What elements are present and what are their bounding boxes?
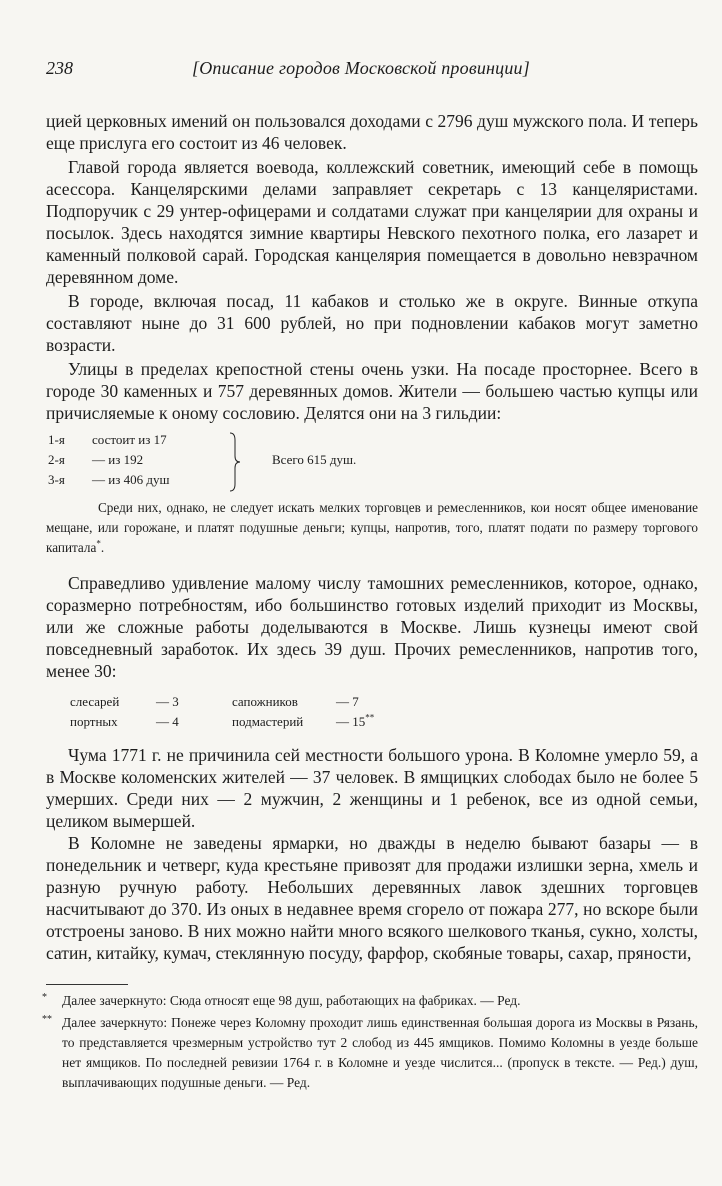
paragraph: Главой города является воевода, коллежский советник, имеющий себе в помощь асессора. Канцелярскими делами заправляет секретарь с 13 канцеляристами. Подпоручик с 29 унтер-офицерами и солдатами служат при канцелярии для охраны и посылок. Здесь находятся зимние квартиры Невского пехотного полка, его лазарет и каменный полковой сарай. Городская канцелярия помещается в довольно невзрачном деревянном доме. — [46, 157, 698, 287]
small-note: Среди них, однако, не следует искать мелких торговцев и ремесленников, кои носят общее именование мещане, или горожане, и платят подушные деньги; купцы, напротив, того, платят подати по размеру торгового капитала*. — [46, 500, 698, 555]
footnote-text: Далее зачеркнуто: Сюда относят еще 98 душ, работающих на фабриках. — Ред. — [62, 993, 521, 1008]
footnote-mark: * — [42, 992, 47, 1003]
page-header — [46, 58, 696, 88]
craft-count: — 7 — [336, 694, 359, 709]
craft-name: подмастерий — [232, 714, 304, 729]
craft-name: сапожников — [232, 694, 298, 709]
guild-count: — из 406 душ — [92, 472, 170, 487]
paragraph: цией церковных имений он пользовался доходами с 2796 душ мужского пола. И теперь еще прислуга его состоит из 46 человек. — [46, 111, 698, 153]
curly-brace-icon — [229, 432, 241, 492]
paragraph: Справедливо удивление малому числу тамошних ремесленников, которое, однако, соразмерно потребностям, ибо большинство готовых изделий приходит из Москвы, или же сложные работы доделываются в Москве. Лишь кузнецы имеют свой повседневный заработок. Их здесь 39 душ. Прочих ремесленников, напротив того, менее 30: — [46, 573, 698, 681]
craft-count: — 3 — [156, 694, 179, 709]
footnote-text: Далее зачеркнуто: Понеже через Коломну проходит лишь единственная большая дорога из Москвы в Рязань, то представляется чрезмерным устройство тут 2 слобод из 445 ямщиков. Помимо Коломны в уезде больше нет ямщиков. По последней ревизии 1764 г. в Коломне и уезде числится... (пропуск в тексте. — Ред.) душ, выплачивающих подушные деньги. — Ред. — [62, 1015, 698, 1090]
footnote-divider — [46, 984, 128, 985]
footnote-ref: ** — [365, 712, 375, 723]
craft-name: слесарей — [70, 694, 120, 709]
guild-list — [46, 430, 698, 496]
footnote-ref: * — [96, 538, 101, 549]
paragraph: В Коломне не заведены ярмарки, но дважды в неделю бывают базары — в понедельник и четверг, куда крестьяне привозят для продажи излишки зерна, хмель и разную ручную работу. Небольших деревянных лавок здешних торговцев насчитывают до 370. Из оных в недавнее время сгорело от пожара 277, но вскоре были отстроены заново. В них можно найти много всякого шелкового тканья, сукно, холсты, сатин, китайку, кумач, стеклянную посуду, фарфор, скобяные товары, сахар, пряности, — [46, 833, 698, 963]
paragraph: Улицы в пределах крепостной стены очень узки. На посаде просторнее. Всего в городе 30 каменных и 757 деревянных домов. Жители — большею частью купцы или причисляемые к оному сословию. Делятся они на 3 гильдии: — [46, 359, 698, 423]
footnote — [42, 991, 698, 1011]
craft-count: — 4 — [156, 714, 179, 729]
guild-total: Всего 615 душ. — [272, 452, 357, 467]
footnote-mark: ** — [42, 1014, 52, 1025]
craft-name: портных — [70, 714, 118, 729]
paragraph: Чума 1771 г. не причинила сей местности большого урона. В Коломне умерло 59, а в Москве коломенских жителей — 37 человек. В ямщицких слободах было не более 5 умерших. Среди них — 2 мужчин, 2 женщины и 1 ребенок, все из одной семьи, целиком вымершей. — [46, 745, 698, 831]
guild-row — [48, 470, 169, 490]
craft-count — [336, 712, 374, 732]
guild-row — [48, 450, 143, 470]
paragraph: В городе, включая посад, 11 кабаков и столько же в округе. Винные откупа составляют ныне до 31 600 рублей, но при подновлении кабаков могут заметно возрасти. — [46, 291, 698, 355]
main-text — [46, 110, 698, 964]
crafts-list — [46, 692, 698, 734]
guild-number: 1-я — [48, 432, 65, 447]
guild-count: — из 192 — [92, 452, 144, 467]
small-note-text: Среди них, однако, не следует искать мелких торговцев и ремесленников, кои носят общее именование мещане, или горожане, и платят подушные деньги; купцы, напротив, того, платят подати по размеру торгового капитала — [46, 500, 698, 555]
footnote — [42, 1013, 698, 1093]
craft-count-text: — 15 — [336, 714, 366, 729]
running-title: [Описание городов Московской провинции] — [192, 58, 530, 78]
page-number: 238 — [46, 58, 73, 78]
guild-row — [48, 430, 167, 450]
guild-number: 3-я — [48, 472, 65, 487]
guild-count: состоит из 17 — [92, 432, 167, 447]
guild-number: 2-я — [48, 452, 65, 467]
